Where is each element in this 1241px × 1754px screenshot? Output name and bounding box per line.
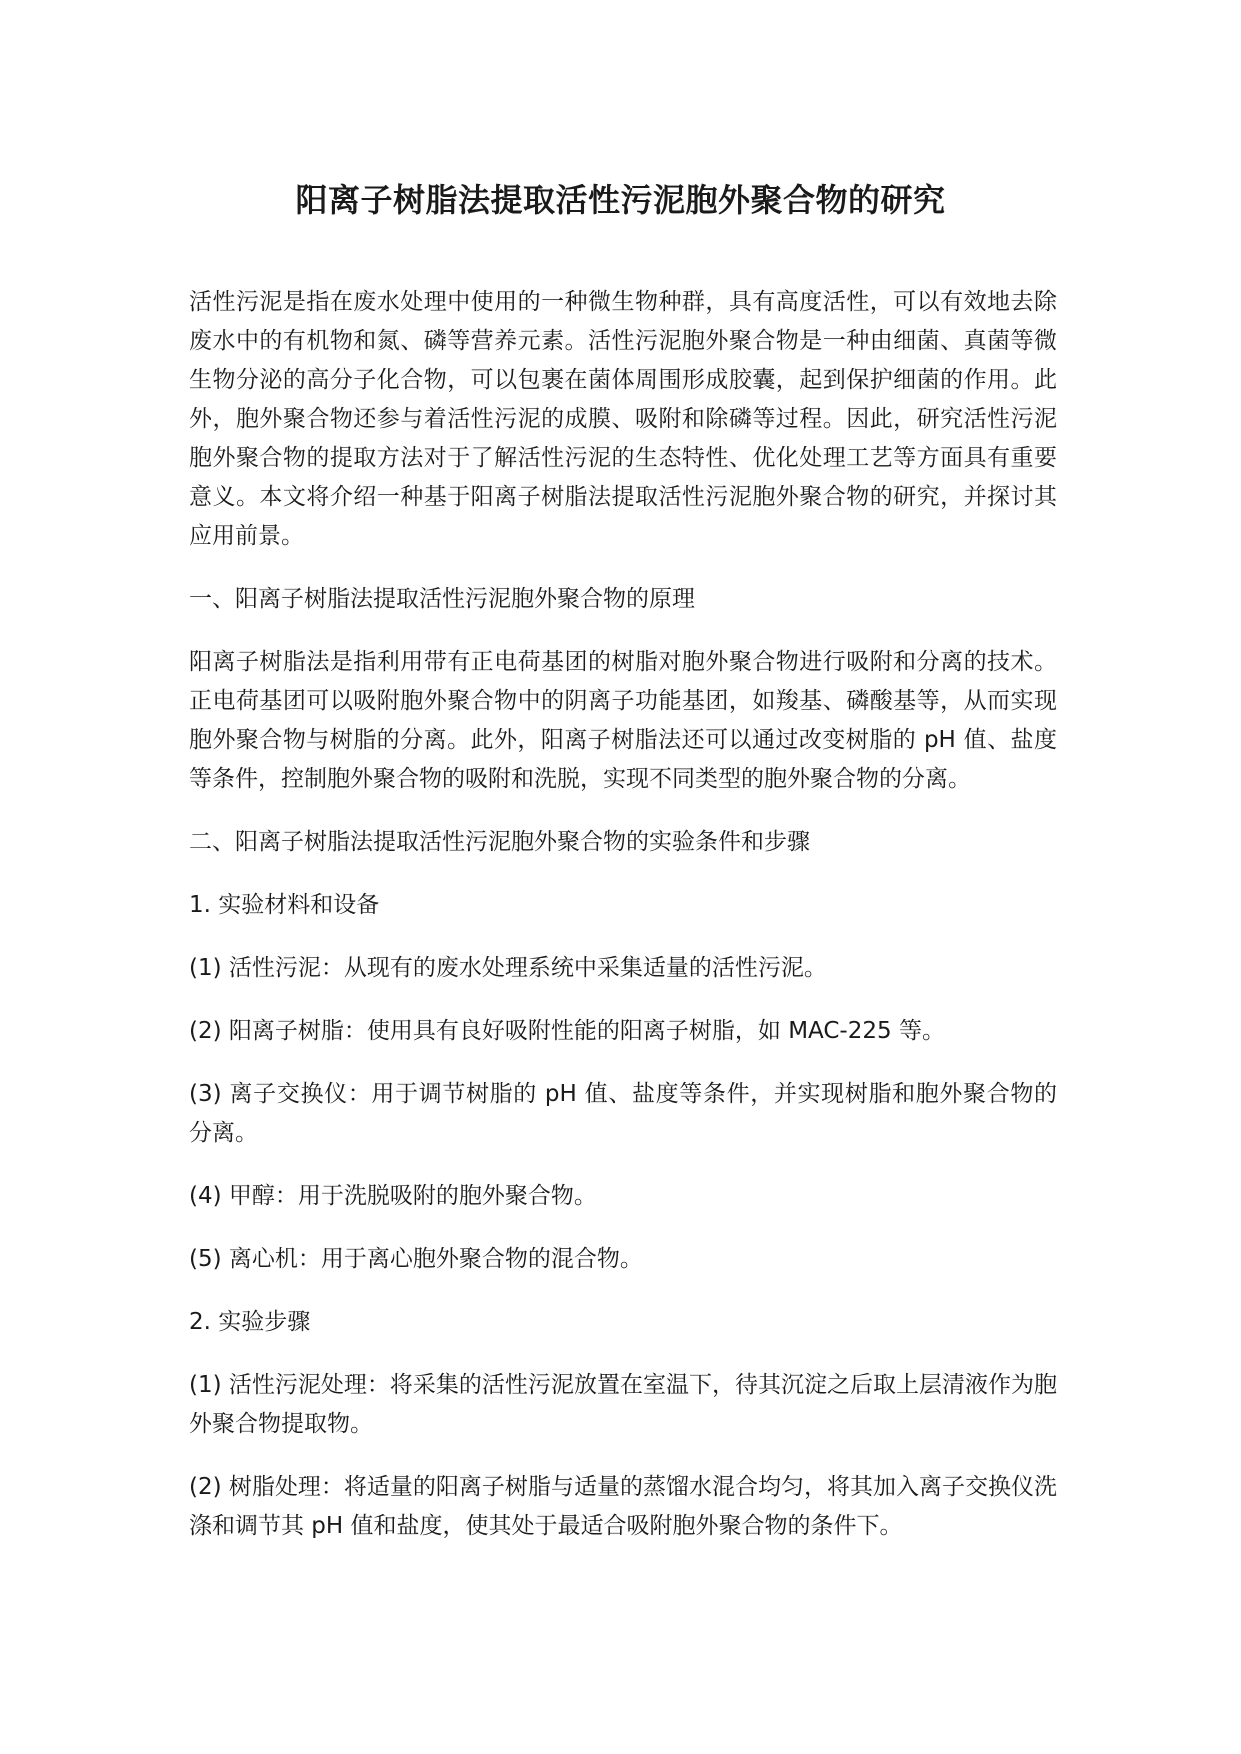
document-title: 阳离子树脂法提取活性污泥胞外聚合物的研究	[295, 181, 946, 219]
principle-paragraph: 阳离子树脂法是指利用带有正电荷基团的树脂对胞外聚合物进行吸附和分离的技术。正电荷基团可以吸附胞外聚合物中的阴离子功能基团，如羧基、磷酸基等，从而实现胞外聚合物与树脂的分离。此外，阳离子树脂法还可以通过改变树脂的 pH 值、盐度等条件，控制胞外聚合物的吸附和洗脱，实现不同类型的胞外聚合物的分离。	[189, 649, 1057, 792]
subsection-heading-steps: 2. 实验步骤	[189, 1309, 311, 1335]
subsection-heading-materials: 1. 实验材料和设备	[189, 892, 380, 918]
document-body	[189, 283, 1057, 1570]
section-heading-experiment: 二、阳离子树脂法提取活性污泥胞外聚合物的实验条件和步骤	[189, 829, 810, 855]
list-item: (4) 甲醇：用于洗脱吸附的胞外聚合物。	[189, 1183, 597, 1209]
list-item: (5) 离心机：用于离心胞外聚合物的混合物。	[189, 1246, 643, 1272]
list-item: (2) 树脂处理：将适量的阳离子树脂与适量的蒸馏水混合均匀，将其加入离子交换仪洗涤和调节其 pH 值和盐度，使其处于最适合吸附胞外聚合物的条件下。	[189, 1474, 1057, 1539]
list-item: (2) 阳离子树脂：使用具有良好吸附性能的阳离子树脂，如 MAC-225 等。	[189, 1018, 945, 1044]
section-heading-principle: 一、阳离子树脂法提取活性污泥胞外聚合物的原理	[189, 586, 695, 612]
list-item: (1) 活性污泥：从现有的废水处理系统中采集适量的活性污泥。	[189, 955, 827, 981]
list-item: (1) 活性污泥处理：将采集的活性污泥放置在室温下，待其沉淀之后取上层清液作为胞外聚合物提取物。	[189, 1372, 1057, 1437]
list-item: (3) 离子交换仪：用于调节树脂的 pH 值、盐度等条件，并实现树脂和胞外聚合物的分离。	[189, 1081, 1057, 1146]
intro-paragraph: 活性污泥是指在废水处理中使用的一种微生物种群，具有高度活性，可以有效地去除废水中的有机物和氮、磷等营养元素。活性污泥胞外聚合物是一种由细菌、真菌等微生物分泌的高分子化合物，可以包裹在菌体周围形成胶囊，起到保护细菌的作用。此外，胞外聚合物还参与着活性污泥的成膜、吸附和除磷等过程。因此，研究活性污泥胞外聚合物的提取方法对于了解活性污泥的生态特性、优化处理工艺等方面具有重要意义。本文将介绍一种基于阳离子树脂法提取活性污泥胞外聚合物的研究，并探讨其应用前景。	[189, 289, 1057, 549]
